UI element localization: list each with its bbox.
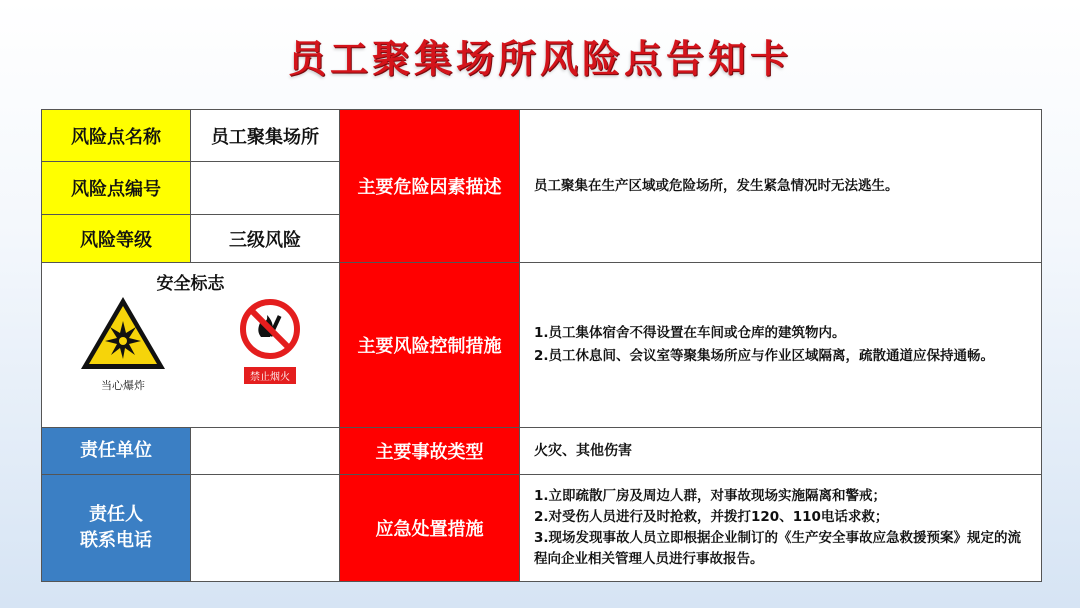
emergency-line-2: 2.对受伤人员进行及时抢救，并拨打120、110电话求救；	[534, 509, 889, 525]
explosion-sign	[78, 293, 168, 393]
explosion-caption: 当心爆炸	[101, 379, 145, 392]
accident-type-label: 主要事故类型	[340, 428, 520, 475]
accident-type-value: 火灾、其他伤害	[520, 428, 1042, 475]
responsible-person-value	[191, 475, 340, 582]
responsible-person-label-line1: 责任人	[89, 504, 143, 525]
card-title: 员工聚集场所风险点告知卡	[287, 37, 792, 81]
risk-name-value: 员工聚集场所	[191, 110, 340, 162]
hazard-text: 员工聚集在生产区域或危险场所，发生紧急情况时无法逃生。	[520, 110, 1042, 263]
risk-level-value: 三级风险	[191, 215, 340, 263]
risk-level-label: 风险等级	[42, 215, 191, 263]
control-label: 主要风险控制措施	[340, 263, 520, 428]
responsible-unit-label: 责任单位	[42, 428, 191, 475]
responsible-person-label-line2: 联系电话	[80, 530, 152, 551]
emergency-label: 应急处置措施	[340, 475, 520, 582]
emergency-line-1: 1.立即疏散厂房及周边人群，对事故现场实施隔离和警戒；	[534, 488, 887, 504]
explosion-warning-icon	[78, 293, 168, 373]
risk-code-label: 风险点编号	[42, 162, 191, 215]
risk-notice-table	[41, 109, 1042, 582]
control-line-2: 2.员工休息间、会议室等聚集场所应与作业区域隔离，疏散通道应保持通畅。	[534, 348, 995, 364]
safety-signs-panel	[42, 263, 340, 428]
emergency-line-3: 3.现场发现事故人员立即根据企业制订的《生产安全事故应急救援预案》规定的流程向企业相关管理人员进行事故报告。	[534, 530, 1022, 567]
no-fire-icon	[235, 297, 305, 361]
safety-signs-title: 安全标志	[156, 274, 225, 294]
no-fire-caption: 禁止烟火	[244, 367, 296, 384]
no-fire-sign	[230, 297, 310, 384]
responsible-person-label	[42, 475, 191, 582]
emergency-text	[520, 475, 1042, 582]
responsible-unit-value	[191, 428, 340, 475]
control-text	[520, 263, 1042, 428]
risk-name-label: 风险点名称	[42, 110, 191, 162]
hazard-label: 主要危险因素描述	[340, 110, 520, 263]
control-line-1: 1.员工集体宿舍不得设置在车间或仓库的建筑物内。	[534, 325, 846, 341]
risk-code-value	[191, 162, 340, 215]
